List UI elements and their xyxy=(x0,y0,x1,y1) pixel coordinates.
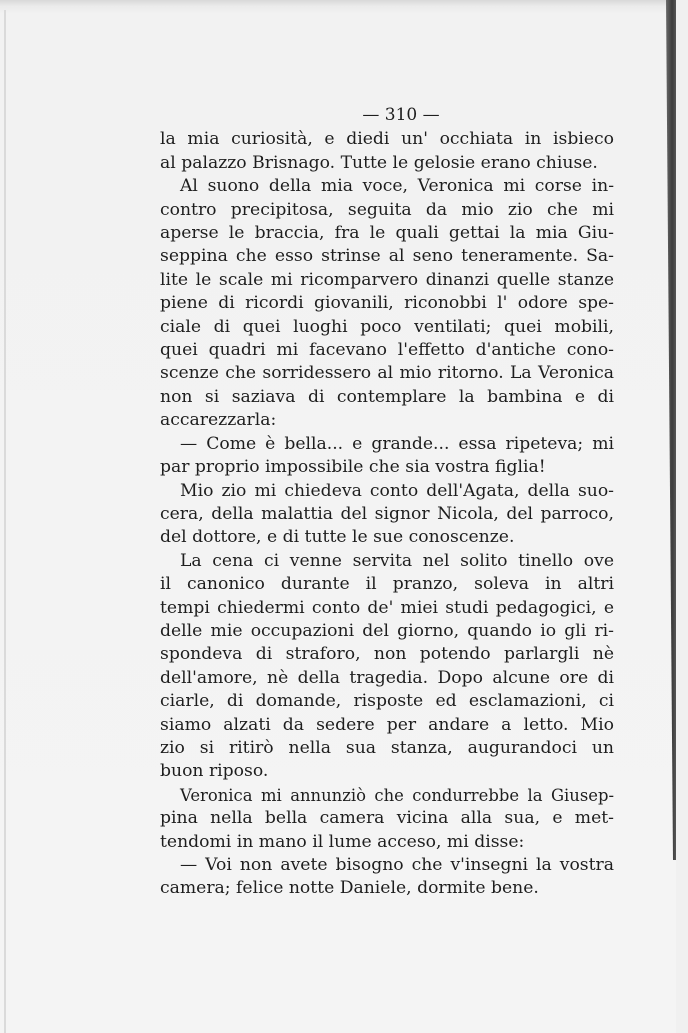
text-line: piene di ricordi giovanili, riconobbi l' odore spe- xyxy=(160,293,614,314)
text-line: ciale di quei luoghi poco ventilati; quei mobili, xyxy=(160,316,614,337)
text-line: aperse le braccia, fra le quali gettai la mia Giu- xyxy=(160,223,614,244)
text-line: scenze che sorridessero al mio ritorno. La Veronica xyxy=(160,363,614,384)
body-text xyxy=(160,128,614,900)
text-line: accarezzarla: xyxy=(160,410,277,431)
text-line: il canonico durante il pranzo, soleva in altri xyxy=(160,574,614,595)
text-line: par proprio impossibile che sia vostra figlia! xyxy=(160,457,546,478)
text-line: cera, della malattia del signor Nicola, del parroco, xyxy=(160,503,614,524)
text-line: lite le scale mi ricomparvero dinanzi quelle stanze xyxy=(160,269,614,290)
text-line: al palazzo Brisnago. Tutte le gelosie erano chiuse. xyxy=(160,152,598,173)
text-line: — Voi non avete bisogno che v'insegni la vostra xyxy=(180,855,614,875)
text-line: del dottore, e di tutte le sue conoscenze. xyxy=(160,527,515,548)
page-right-margin xyxy=(676,0,688,1033)
text-line: Al suono della mia voce, Veronica mi corse in- xyxy=(180,176,614,197)
text-line: contro precipitosa, seguita da mio zio che mi xyxy=(160,199,614,220)
page-text-block xyxy=(160,104,614,901)
text-line: tendomi in mano il lume acceso, mi disse: xyxy=(160,831,525,852)
text-line: pina nella bella camera vicina alla sua, e met- xyxy=(160,808,614,829)
book-spine-shadow xyxy=(666,0,676,860)
text-line: delle mie occupazioni del giorno, quando io gli ri- xyxy=(160,620,614,641)
text-line: Mio zio mi chiedeva conto dell'Agata, della suo- xyxy=(180,480,614,501)
text-line: siamo alzati da sedere per andare a letto. Mio xyxy=(160,714,614,735)
text-line: buon riposo. xyxy=(160,761,269,782)
page-number: — 310 — xyxy=(362,105,440,125)
text-line: la mia curiosità, e diedi un' occhiata in isbieco xyxy=(160,129,614,150)
text-line: La cena ci venne servita nel solito tinello ove xyxy=(180,550,614,571)
text-line: quei quadri mi facevano l'effetto d'antiche cono- xyxy=(160,340,614,361)
text-line: spondeva di straforo, non potendo parlargli nè xyxy=(160,644,614,665)
text-line: ciarle, di domande, risposte ed esclamazioni, ci xyxy=(160,691,614,712)
page-left-edge xyxy=(4,10,6,1033)
text-line: — Come è bella... e grande... essa ripeteva; mi xyxy=(180,433,614,454)
text-line: camera; felice notte Daniele, dormite bene. xyxy=(160,878,539,899)
text-line: seppina che esso strinse al seno teneramente. Sa- xyxy=(160,246,614,267)
text-line: non si saziava di contemplare la bambina e di xyxy=(160,386,614,407)
text-line: zio si ritirò nella sua stanza, augurandoci un xyxy=(160,737,614,758)
text-line: tempi chiedermi conto de' miei studi pedagogici, e xyxy=(160,597,614,618)
text-line: dell'amore, nè della tragedia. Dopo alcune ore di xyxy=(160,667,614,688)
text-line: Veronica mi annunziò che condurrebbe la Giusep- xyxy=(180,785,614,805)
